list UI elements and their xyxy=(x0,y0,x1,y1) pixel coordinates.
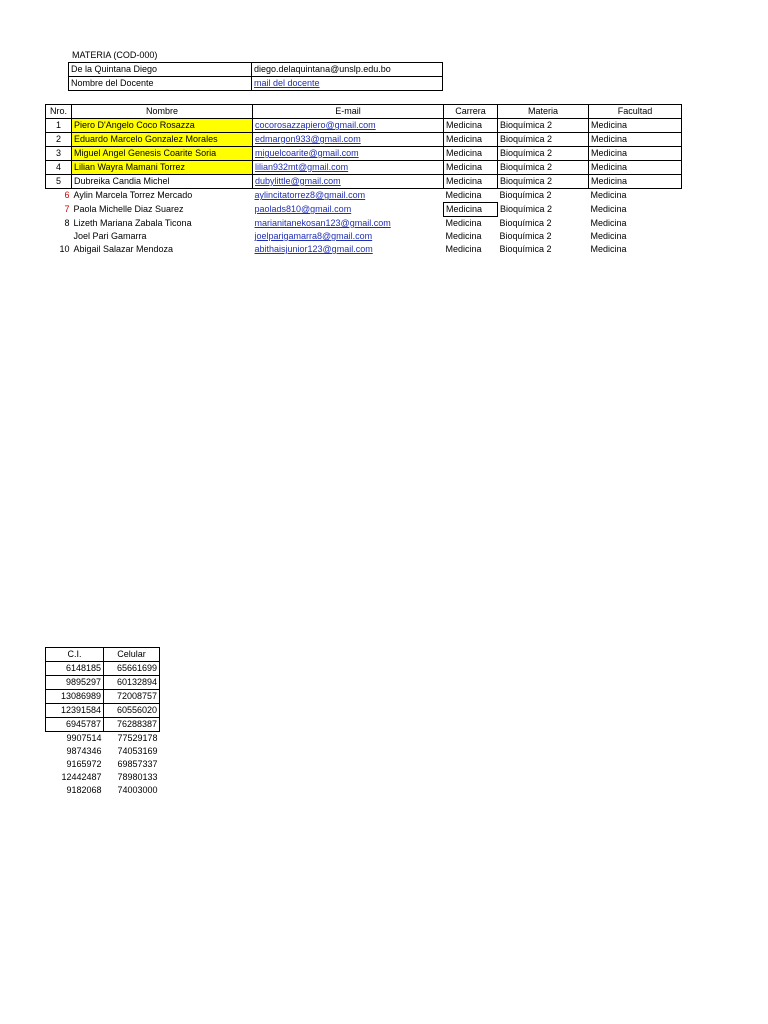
row-carrera: Medicina xyxy=(444,119,498,133)
celular-value: 69857337 xyxy=(117,759,158,769)
row-materia: Bioquímica 2 xyxy=(499,190,552,201)
table-row xyxy=(46,784,160,797)
table-row xyxy=(46,203,682,217)
email-link[interactable]: lilian932mt@gmail.com xyxy=(255,162,349,172)
row-nro: 6 xyxy=(64,190,70,201)
row-nro: 10 xyxy=(59,244,70,254)
row-email xyxy=(253,161,444,175)
row-email xyxy=(253,175,444,189)
row-carrera: Medicina xyxy=(445,218,482,228)
ci-value: 12391584 xyxy=(46,704,104,718)
table-row xyxy=(46,243,682,256)
row-nro: 8 xyxy=(64,217,70,228)
ci-value: 9907514 xyxy=(66,733,102,743)
col-nro: Nro. xyxy=(46,105,72,119)
row-facultad: Medicina xyxy=(590,244,627,254)
col-materia: Materia xyxy=(498,105,589,119)
row-nro: 1 xyxy=(46,119,72,133)
col-nombre: Nombre xyxy=(72,105,253,119)
row-carrera: Medicina xyxy=(445,231,482,241)
row-email xyxy=(253,230,444,243)
row-facultad: Medicina xyxy=(590,204,627,214)
table-row xyxy=(46,704,160,718)
ci-value: 9165972 xyxy=(66,759,102,769)
row-email xyxy=(253,119,444,133)
row-facultad: Medicina xyxy=(589,175,682,189)
row-materia: Bioquímica 2 xyxy=(498,119,589,133)
docente-name: De la Quintana Diego xyxy=(69,63,252,77)
ci-value: 12442487 xyxy=(61,772,102,782)
row-carrera: Medicina xyxy=(445,190,482,200)
row-nombre: Paola Michelle Diaz Suarez xyxy=(73,204,184,214)
row-nombre: Eduardo Marcelo Gonzalez Morales xyxy=(72,133,253,147)
email-link[interactable]: dubylittle@gmail.com xyxy=(255,176,341,186)
table-row xyxy=(46,147,682,161)
table-row xyxy=(46,662,160,676)
col-ci: C.I. xyxy=(46,648,104,662)
materia-title: MATERIA (COD-000) xyxy=(72,50,158,60)
row-nro: 3 xyxy=(46,147,72,161)
row-nro: 2 xyxy=(46,133,72,147)
docente-table xyxy=(68,62,443,91)
row-materia: Bioquímica 2 xyxy=(498,147,589,161)
row-materia: Bioquímica 2 xyxy=(499,231,552,241)
row-facultad: Medicina xyxy=(589,133,682,147)
row-nombre: Joel Pari Gamarra xyxy=(73,231,147,241)
table-row xyxy=(46,771,160,784)
row-carrera: Medicina xyxy=(444,147,498,161)
table-row xyxy=(46,732,160,746)
row-email xyxy=(253,217,444,231)
celular-value: 77529178 xyxy=(117,733,158,743)
row-facultad: Medicina xyxy=(590,217,627,228)
docente-mail-row xyxy=(69,77,443,91)
table-row xyxy=(46,676,160,690)
row-email xyxy=(253,189,444,203)
row-email xyxy=(253,147,444,161)
row-nombre: Miguel Angel Genesis Coarite Soria xyxy=(72,147,253,161)
row-carrera: Medicina xyxy=(445,244,482,254)
table-row xyxy=(46,119,682,133)
row-materia: Bioquímica 2 xyxy=(498,133,589,147)
docente-mail-cell xyxy=(252,77,443,91)
docente-mail-link[interactable]: mail del docente xyxy=(254,78,320,88)
row-facultad: Medicina xyxy=(589,161,682,175)
table-row xyxy=(46,175,682,189)
students-table xyxy=(45,104,682,256)
email-link[interactable]: marianitanekosan123@gmail.com xyxy=(254,217,391,228)
celular-value: 65661699 xyxy=(104,662,160,676)
ci-value: 9182068 xyxy=(66,785,102,795)
row-nombre: Aylin Marcela Torrez Mercado xyxy=(73,190,193,201)
row-facultad: Medicina xyxy=(589,119,682,133)
ci-value: 9874346 xyxy=(66,746,102,756)
row-materia: Bioquímica 2 xyxy=(498,161,589,175)
row-facultad: Medicina xyxy=(590,190,627,201)
row-nombre: Piero D'Angelo Coco Rosazza xyxy=(72,119,253,133)
row-email xyxy=(253,203,444,217)
ci-value: 13086989 xyxy=(46,690,104,704)
row-nombre: Dubreika Candia Michel xyxy=(72,175,253,189)
docente-row xyxy=(69,63,443,77)
row-nombre: Lilian Wayra Mamani Torrez xyxy=(72,161,253,175)
docente-mail-label: Nombre del Docente xyxy=(69,77,252,91)
row-nombre: Abigail Salazar Mendoza xyxy=(73,244,174,254)
email-link[interactable]: joelparigamarra8@gmail.com xyxy=(254,231,373,241)
table-row xyxy=(46,217,682,231)
row-email xyxy=(253,243,444,256)
row-email xyxy=(253,133,444,147)
row-materia: Bioquímica 2 xyxy=(500,204,553,214)
celular-value: 76288387 xyxy=(104,718,160,732)
row-materia: Bioquímica 2 xyxy=(499,244,552,254)
row-materia: Bioquímica 2 xyxy=(499,217,552,228)
email-link[interactable]: edmargon933@gmail.com xyxy=(255,134,361,144)
table-row xyxy=(46,758,160,771)
table-row xyxy=(46,133,682,147)
celular-value: 74003000 xyxy=(117,785,158,795)
row-facultad: Medicina xyxy=(589,147,682,161)
row-nro: 7 xyxy=(64,204,70,214)
ci-table xyxy=(45,647,160,797)
row-materia: Bioquímica 2 xyxy=(498,175,589,189)
celular-value: 60556020 xyxy=(104,704,160,718)
email-link[interactable]: abithaisjunior123@gmail.com xyxy=(254,244,373,254)
row-nombre: Lizeth Mariana Zabala Ticona xyxy=(73,217,192,228)
row-nro: 4 xyxy=(46,161,72,175)
row-facultad: Medicina xyxy=(590,231,627,241)
email-link[interactable]: aylincitatorrez8@gmail.com xyxy=(254,190,366,201)
row-carrera: Medicina xyxy=(444,133,498,147)
email-link[interactable]: miguelcoarite@gmail.com xyxy=(255,148,359,158)
ci-value: 6945787 xyxy=(46,718,104,732)
students-header-row xyxy=(46,105,682,119)
celular-value: 74053169 xyxy=(117,746,158,756)
col-email: E-mail xyxy=(253,105,444,119)
col-facultad: Facultad xyxy=(589,105,682,119)
ci-value: 9895297 xyxy=(46,676,104,690)
row-carrera-selected[interactable]: Medicina xyxy=(444,203,498,217)
table-row xyxy=(46,718,160,732)
row-carrera: Medicina xyxy=(444,175,498,189)
celular-value: 72008757 xyxy=(104,690,160,704)
col-celular: Celular xyxy=(104,648,160,662)
celular-value: 78980133 xyxy=(117,772,158,782)
email-link[interactable]: cocorosazzapiero@gmail.com xyxy=(255,120,376,130)
table-row xyxy=(46,189,682,203)
ci-value: 6148185 xyxy=(46,662,104,676)
docente-email: diego.delaquintana@unslp.edu.bo xyxy=(252,63,443,77)
table-row xyxy=(46,745,160,758)
ci-header-row xyxy=(46,648,160,662)
row-nro xyxy=(46,230,72,243)
table-row xyxy=(46,161,682,175)
celular-value: 60132894 xyxy=(104,676,160,690)
email-link[interactable]: paolads810@gmail.com xyxy=(254,204,352,214)
table-row xyxy=(46,690,160,704)
table-row xyxy=(46,230,682,243)
col-carrera: Carrera xyxy=(444,105,498,119)
row-nro: 5 xyxy=(46,175,72,189)
row-carrera: Medicina xyxy=(444,161,498,175)
